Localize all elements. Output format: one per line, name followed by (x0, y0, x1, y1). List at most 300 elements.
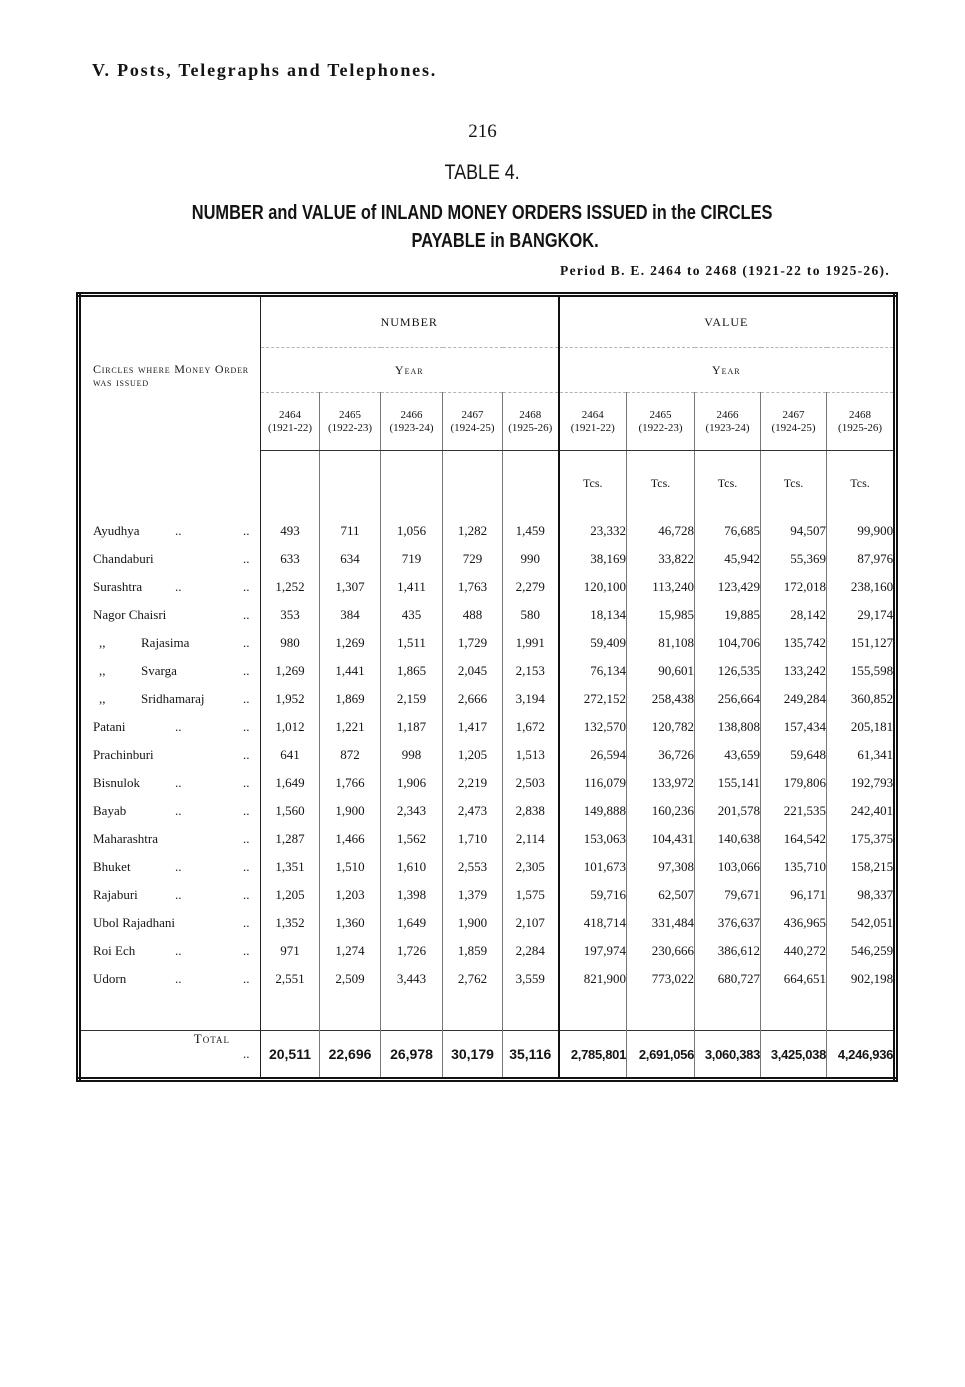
circle-label (81, 713, 260, 741)
number-cell: 2,551 (261, 965, 320, 993)
circle-name: Rajasima (141, 634, 190, 650)
total-number-cell: 30,179 (443, 1031, 503, 1080)
number-cell: 2,107 (503, 909, 559, 937)
leader-dots: .. (243, 914, 250, 930)
value-cell: 120,100 (559, 573, 627, 601)
number-cell: 1,056 (381, 517, 443, 545)
leader-dots: .. (243, 942, 250, 958)
value-unit-cell: Tcs. (827, 451, 896, 517)
circle-label (81, 965, 260, 993)
leader-dots: .. (175, 970, 182, 986)
value-cell: 440,272 (761, 937, 827, 965)
ditto-mark: ,, (99, 690, 106, 706)
total-number-cell: 20,511 (261, 1031, 320, 1080)
value-cell: 242,401 (827, 797, 896, 825)
number-cell: 2,838 (503, 797, 559, 825)
value-cell: 230,666 (627, 937, 695, 965)
number-cell: 1,274 (320, 937, 381, 965)
table-row (79, 685, 896, 713)
ditto-mark: ,, (99, 662, 106, 678)
total-number-cell: 26,978 (381, 1031, 443, 1080)
number-cell: 1,012 (261, 713, 320, 741)
circle-label (81, 685, 260, 713)
circle-name-cell (79, 601, 261, 629)
number-cell: 1,379 (443, 881, 503, 909)
number-cell: 2,305 (503, 853, 559, 881)
value-cell: 19,885 (695, 601, 761, 629)
circle-column-header (79, 295, 261, 517)
number-cell: 1,269 (261, 657, 320, 685)
leader-dots: .. (243, 718, 250, 734)
value-cell: 546,259 (827, 937, 896, 965)
table-title-text-2: PAYABLE in BANGKOK. (411, 230, 600, 252)
number-year-be: 2466 (400, 408, 423, 421)
number-cell: 384 (320, 601, 381, 629)
number-cell: 2,159 (381, 685, 443, 713)
number-year-column-header (320, 393, 381, 451)
leader-dots: .. (243, 830, 250, 846)
circle-name-cell (79, 657, 261, 685)
value-year-column-header (627, 393, 695, 451)
value-cell: 205,181 (827, 713, 896, 741)
value-cell: 418,714 (559, 909, 627, 937)
number-cell: 1,352 (261, 909, 320, 937)
spacer-cell (261, 993, 320, 1031)
leader-dots: .. (175, 802, 182, 818)
leader-dots: .. (175, 858, 182, 874)
value-cell: 113,240 (627, 573, 695, 601)
circle-name: Bisnulok (93, 774, 140, 790)
value-cell: 360,852 (827, 685, 896, 713)
value-year-label: Year (559, 348, 896, 393)
number-cell: 2,762 (443, 965, 503, 993)
total-value-cell: 2,785,801 (559, 1031, 627, 1080)
spacer-cell (761, 993, 827, 1031)
number-cell: 634 (320, 545, 381, 573)
total-number-cell: 35,116 (503, 1031, 559, 1080)
spacer-cell (559, 993, 627, 1031)
circle-name-cell (79, 769, 261, 797)
number-cell: 1,398 (381, 881, 443, 909)
number-cell: 2,284 (503, 937, 559, 965)
leader-dots: .. (175, 522, 182, 538)
value-cell: 158,215 (827, 853, 896, 881)
value-cell: 46,728 (627, 517, 695, 545)
value-cell: 98,337 (827, 881, 896, 909)
value-cell: 26,594 (559, 741, 627, 769)
value-cell: 23,332 (559, 517, 627, 545)
number-cell: 1,360 (320, 909, 381, 937)
circle-name: Surashtra (93, 578, 143, 594)
table-row (79, 517, 896, 545)
leader-dots: .. (243, 774, 250, 790)
value-cell: 62,507 (627, 881, 695, 909)
value-unit-cell: Tcs. (627, 451, 695, 517)
number-year-column-header (261, 393, 320, 451)
number-cell: 3,194 (503, 685, 559, 713)
number-cell: 1,952 (261, 685, 320, 713)
value-cell: 96,171 (761, 881, 827, 909)
spacer-cell (695, 993, 761, 1031)
number-cell: 2,473 (443, 797, 503, 825)
number-cell: 2,114 (503, 825, 559, 853)
number-cell: 488 (443, 601, 503, 629)
circle-name: Udorn (93, 970, 127, 986)
circle-name: Chandaburi (93, 550, 154, 566)
table-row (79, 741, 896, 769)
number-cell: 1,351 (261, 853, 320, 881)
number-year-column-header (381, 393, 443, 451)
number-year-be: 2467 (461, 408, 484, 421)
number-year-ad: (1921-22) (268, 421, 312, 434)
number-year-be: 2465 (339, 408, 361, 421)
number-year-label: Year (261, 348, 559, 393)
circle-name-cell (79, 517, 261, 545)
value-cell: 256,664 (695, 685, 761, 713)
table-row (79, 629, 896, 657)
value-cell: 99,900 (827, 517, 896, 545)
circle-name: Ayudhya (93, 522, 140, 538)
table-row (79, 713, 896, 741)
leader-dots: .. (243, 1046, 250, 1061)
number-cell: 1,205 (443, 741, 503, 769)
number-cell: 1,763 (443, 573, 503, 601)
table-row (79, 573, 896, 601)
value-year-be: 2468 (849, 408, 872, 421)
value-cell: 29,174 (827, 601, 896, 629)
value-cell: 149,888 (559, 797, 627, 825)
value-cell: 33,822 (627, 545, 695, 573)
value-year-ad: (1921-22) (570, 421, 615, 434)
ditto-mark: ,, (99, 634, 106, 650)
value-year-be: 2467 (782, 408, 805, 421)
number-cell: 1,865 (381, 657, 443, 685)
number-cell: 353 (261, 601, 320, 629)
value-cell: 76,685 (695, 517, 761, 545)
value-year-be: 2464 (581, 408, 604, 421)
value-cell: 436,965 (761, 909, 827, 937)
circle-name: Prachinburi (93, 746, 154, 762)
value-cell: 135,710 (761, 853, 827, 881)
number-cell: 971 (261, 937, 320, 965)
number-cell: 1,411 (381, 573, 443, 601)
number-cell: 1,203 (320, 881, 381, 909)
number-cell: 2,666 (443, 685, 503, 713)
value-cell: 376,637 (695, 909, 761, 937)
number-cell: 2,343 (381, 797, 443, 825)
value-cell: 192,793 (827, 769, 896, 797)
circle-label (81, 657, 260, 685)
number-cell: 3,559 (503, 965, 559, 993)
table-row (79, 797, 896, 825)
value-unit-cell: Tcs. (695, 451, 761, 517)
leader-dots: .. (243, 662, 250, 678)
number-cell: 1,459 (503, 517, 559, 545)
circle-label (81, 937, 260, 965)
total-label (81, 1031, 260, 1077)
value-cell: 664,651 (761, 965, 827, 993)
value-year-ad: (1925-26) (838, 421, 883, 434)
value-cell: 133,242 (761, 657, 827, 685)
leader-dots: .. (243, 578, 250, 594)
circle-name: Nagor Chaisri (93, 606, 167, 622)
number-cell: 493 (261, 517, 320, 545)
number-unit-cell (320, 451, 381, 517)
value-cell: 116,079 (559, 769, 627, 797)
value-cell: 773,022 (627, 965, 695, 993)
value-cell: 902,198 (827, 965, 896, 993)
value-cell: 164,542 (761, 825, 827, 853)
circle-name-cell (79, 797, 261, 825)
leader-dots: .. (243, 970, 250, 986)
value-cell: 157,434 (761, 713, 827, 741)
circle-name: Ubol Rajadhani (93, 914, 175, 930)
spacer-cell (381, 993, 443, 1031)
value-cell: 155,598 (827, 657, 896, 685)
circle-name-cell (79, 909, 261, 937)
table-title-line-1 (0, 202, 965, 225)
number-cell: 1,900 (320, 797, 381, 825)
leader-dots: .. (243, 522, 250, 538)
period-note: Period B. E. 2464 to 2468 (1921-22 to 1925-26). (560, 263, 890, 278)
value-year-column-header (559, 393, 627, 451)
table-row (79, 601, 896, 629)
number-cell: 1,187 (381, 713, 443, 741)
number-cell: 1,726 (381, 937, 443, 965)
number-cell: 2,553 (443, 853, 503, 881)
circle-label (81, 825, 260, 853)
number-cell: 1,575 (503, 881, 559, 909)
value-cell: 90,601 (627, 657, 695, 685)
number-cell: 1,307 (320, 573, 381, 601)
number-cell: 1,282 (443, 517, 503, 545)
leader-dots: .. (243, 690, 250, 706)
circle-label (81, 601, 260, 629)
spacer-row (79, 993, 896, 1031)
value-cell: 249,284 (761, 685, 827, 713)
value-cell: 175,375 (827, 825, 896, 853)
value-cell: 94,507 (761, 517, 827, 545)
number-cell: 2,279 (503, 573, 559, 601)
table-title-text-1: NUMBER and VALUE of INLAND MONEY ORDERS ISSUED in the CIRCLES (192, 202, 773, 224)
value-cell: 79,671 (695, 881, 761, 909)
circle-name-cell (79, 573, 261, 601)
value-cell: 87,976 (827, 545, 896, 573)
value-header: VALUE (559, 295, 896, 348)
value-cell: 38,169 (559, 545, 627, 573)
table-row (79, 965, 896, 993)
circle-name-cell (79, 685, 261, 713)
leader-dots: .. (175, 942, 182, 958)
number-cell: 1,252 (261, 573, 320, 601)
number-cell: 1,441 (320, 657, 381, 685)
total-value-cell: 3,060,383 (695, 1031, 761, 1080)
table-row (79, 657, 896, 685)
circle-name-cell (79, 937, 261, 965)
value-cell: 331,484 (627, 909, 695, 937)
circle-column-label: Circles where Money Order was issued (93, 362, 249, 389)
value-cell: 201,578 (695, 797, 761, 825)
number-year-column-header (443, 393, 503, 451)
leader-dots: .. (243, 858, 250, 874)
circle-name-cell (79, 825, 261, 853)
total-number-cell: 22,696 (320, 1031, 381, 1080)
circle-name-cell (79, 853, 261, 881)
circle-name-cell (79, 545, 261, 573)
number-unit-cell (261, 451, 320, 517)
value-cell: 97,308 (627, 853, 695, 881)
value-cell: 272,152 (559, 685, 627, 713)
value-cell: 140,638 (695, 825, 761, 853)
number-cell: 1,510 (320, 853, 381, 881)
table-row (79, 825, 896, 853)
number-year-ad: (1923-24) (389, 421, 434, 434)
circle-label (81, 517, 260, 545)
number-cell: 1,672 (503, 713, 559, 741)
circle-name: Rajaburi (93, 886, 138, 902)
value-year-column-header (761, 393, 827, 451)
number-cell: 1,710 (443, 825, 503, 853)
circle-name-cell (79, 741, 261, 769)
number-cell: 2,503 (503, 769, 559, 797)
value-cell: 132,570 (559, 713, 627, 741)
number-cell: 872 (320, 741, 381, 769)
number-cell: 990 (503, 545, 559, 573)
value-cell: 155,141 (695, 769, 761, 797)
number-cell: 1,287 (261, 825, 320, 853)
value-cell: 680,727 (695, 965, 761, 993)
number-cell: 998 (381, 741, 443, 769)
number-cell: 1,859 (443, 937, 503, 965)
spacer-cell (443, 993, 503, 1031)
spacer-cell (827, 993, 896, 1031)
number-year-ad: (1925-26) (508, 421, 553, 434)
value-year-ad: (1922-23) (638, 421, 683, 434)
value-unit-cell: Tcs. (559, 451, 627, 517)
total-value-cell: 2,691,056 (627, 1031, 695, 1080)
number-cell: 641 (261, 741, 320, 769)
value-unit-cell: Tcs. (761, 451, 827, 517)
circle-label (81, 573, 260, 601)
circle-name: Maharashtra (93, 830, 158, 846)
number-year-ad: (1924-25) (450, 421, 495, 434)
total-value-cell: 3,425,038 (761, 1031, 827, 1080)
value-cell: 172,018 (761, 573, 827, 601)
number-cell: 2,509 (320, 965, 381, 993)
circle-label (81, 629, 260, 657)
table-row (79, 937, 896, 965)
value-cell: 81,108 (627, 629, 695, 657)
value-cell: 258,438 (627, 685, 695, 713)
value-cell: 45,942 (695, 545, 761, 573)
number-cell: 1,205 (261, 881, 320, 909)
circle-name: Svarga (141, 662, 177, 678)
circle-name: Patani (93, 718, 126, 734)
number-cell: 435 (381, 601, 443, 629)
number-year-be: 2464 (279, 408, 301, 421)
table-label-line (0, 161, 965, 185)
number-cell: 1,466 (320, 825, 381, 853)
leader-dots: .. (175, 774, 182, 790)
value-cell: 151,127 (827, 629, 896, 657)
value-year-ad: (1924-25) (771, 421, 816, 434)
number-cell: 2,153 (503, 657, 559, 685)
table-row (79, 881, 896, 909)
spacer-cell (320, 993, 381, 1031)
value-cell: 138,808 (695, 713, 761, 741)
leader-dots: .. (175, 886, 182, 902)
circle-name: Bayab (93, 802, 127, 818)
leader-dots: .. (243, 606, 250, 622)
value-cell: 76,134 (559, 657, 627, 685)
value-cell: 153,063 (559, 825, 627, 853)
circle-label (81, 545, 260, 573)
value-year-column-header (695, 393, 761, 451)
number-cell: 3,443 (381, 965, 443, 993)
table-label: TABLE 4. (444, 161, 521, 184)
value-cell: 542,051 (827, 909, 896, 937)
number-cell: 1,649 (261, 769, 320, 797)
leader-dots: .. (243, 886, 250, 902)
circle-name-cell (79, 881, 261, 909)
money-orders-table (76, 292, 898, 1082)
circle-label (81, 741, 260, 769)
value-cell: 104,706 (695, 629, 761, 657)
value-cell: 59,409 (559, 629, 627, 657)
leader-dots: .. (175, 718, 182, 734)
number-cell: 1,513 (503, 741, 559, 769)
table-row (79, 545, 896, 573)
number-cell: 580 (503, 601, 559, 629)
value-cell: 55,369 (761, 545, 827, 573)
value-cell: 59,716 (559, 881, 627, 909)
number-unit-cell (503, 451, 559, 517)
circle-label (81, 769, 260, 797)
value-cell: 120,782 (627, 713, 695, 741)
number-year-be: 2468 (519, 408, 542, 421)
number-cell: 1,991 (503, 629, 559, 657)
value-cell: 59,648 (761, 741, 827, 769)
table-footer (79, 993, 896, 1080)
total-label-text: Total (193, 1031, 230, 1046)
value-cell: 135,742 (761, 629, 827, 657)
leader-dots: .. (243, 802, 250, 818)
number-cell: 1,560 (261, 797, 320, 825)
number-unit-cell (381, 451, 443, 517)
spacer-cell (627, 993, 695, 1031)
value-cell: 126,535 (695, 657, 761, 685)
table-title-line-2 (0, 230, 965, 253)
value-cell: 160,236 (627, 797, 695, 825)
total-row (79, 1031, 896, 1080)
leader-dots: .. (243, 550, 250, 566)
number-cell: 711 (320, 517, 381, 545)
value-cell: 386,612 (695, 937, 761, 965)
table-header (79, 295, 896, 517)
section-heading: V. Posts, Telegraphs and Telephones. (92, 60, 438, 80)
value-cell: 15,985 (627, 601, 695, 629)
number-cell: 1,766 (320, 769, 381, 797)
number-unit-cell (443, 451, 503, 517)
number-cell: 1,221 (320, 713, 381, 741)
value-cell: 133,972 (627, 769, 695, 797)
number-cell: 719 (381, 545, 443, 573)
value-cell: 43,659 (695, 741, 761, 769)
circle-label (81, 797, 260, 825)
table-row (79, 909, 896, 937)
value-cell: 18,134 (559, 601, 627, 629)
number-cell: 1,649 (381, 909, 443, 937)
